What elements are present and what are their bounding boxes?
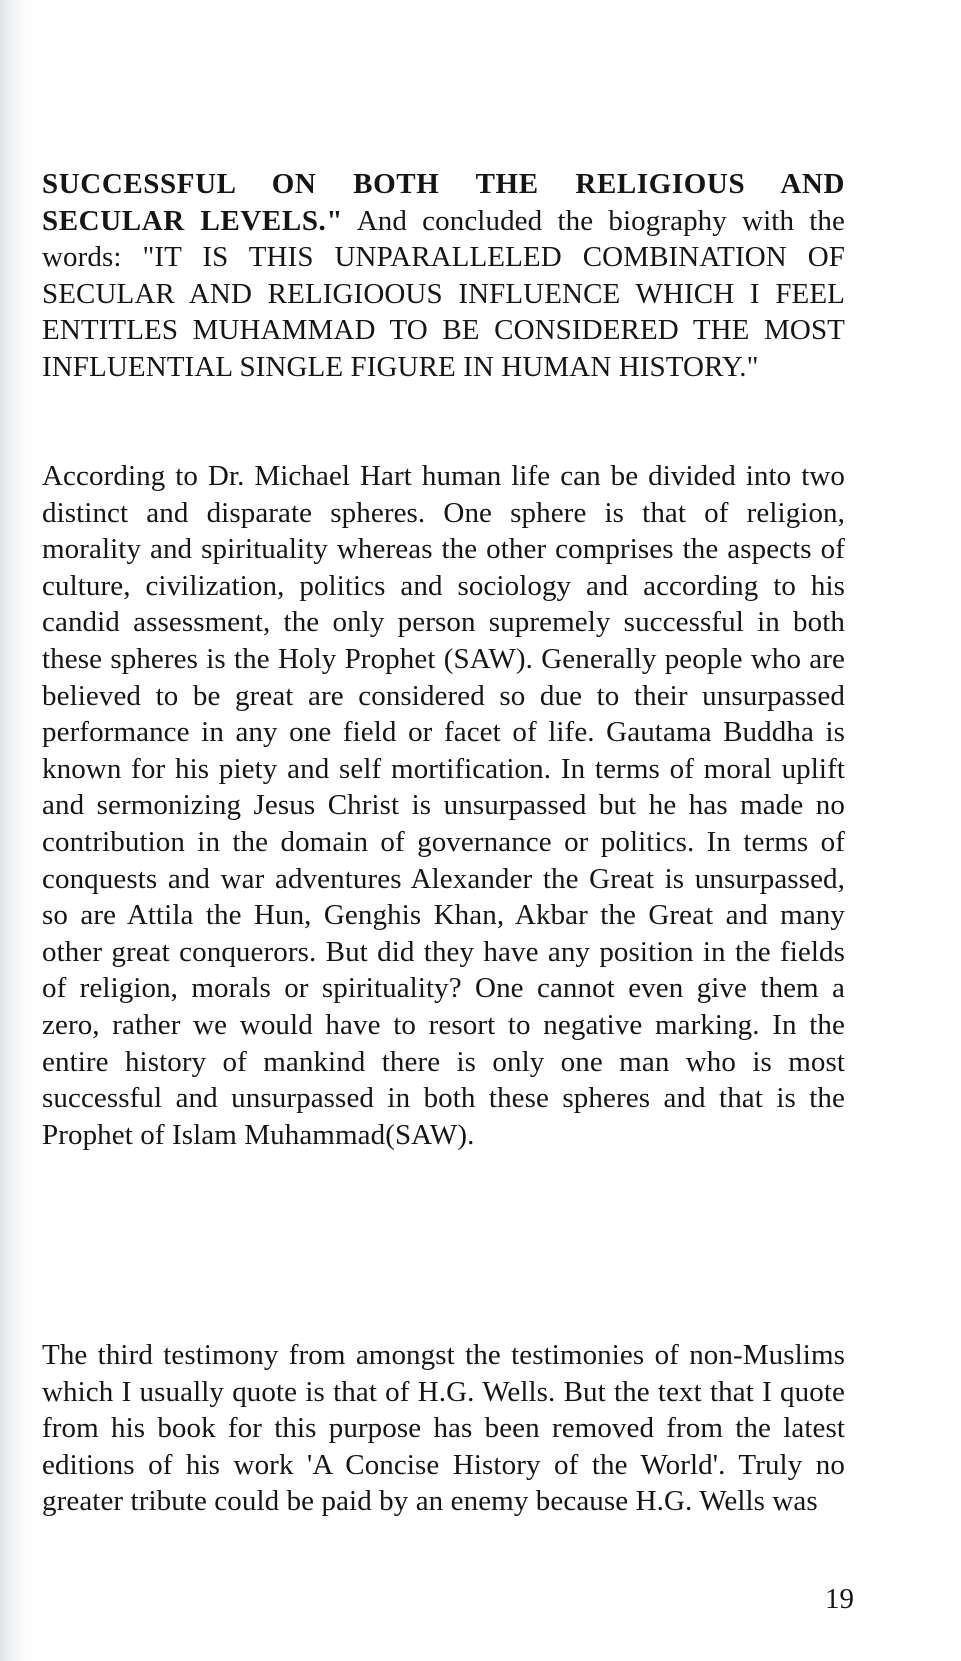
paragraph-3: The third testimony from amongst the testimonies of non-Muslims which I usually quote is that of H.G. Wells. But the text that I quote from his book for this purpose has been removed from the latest editions of his work 'A Concise History of the World'. Truly no greater tribute could be paid by an enemy because H.G. Wells was — [42, 1339, 845, 1518]
page-number: 19 — [825, 1583, 854, 1615]
paragraph-2: According to Dr. Michael Hart human life can be divided into two distinct and disparate spheres. One sphere is that of religion, morality and spirituality whereas the other comprises the aspects of culture, civilization, politics and sociology and according to his candid assessment, the only person supremely successful in both these spheres is the Holy Prophet (SAW). Generally people who are believed to be great are considered so due to their unsurpassed performance in any one field or facet of life. Gautama Buddha is known for his piety and self mortification. In terms of moral uplift and sermonizing Jesus Christ is unsurpassed but he has made no contribution in the domain of governance or politics. In terms of conquests and war adventures Alexander the Great is unsurpassed, so are Attila the Hun, Genghis Khan, Akbar the Great and many other great conquerors. But did they have any position in the fields of religion, morals or spirituality? One cannot even give them a zero, rather we would have to resort to negative marking. In the entire history of mankind there is only one man who is most successful and unsurpassed in both these spheres and that is the Prophet of Islam Muhammad(SAW). — [42, 460, 845, 1151]
paragraph-1-text: And concluded the biography with the words: "IT IS THIS UNPARALLELED COMBINATION OF SECULAR AND RELIGIOOUS INFLUENCE WHICH I FEEL ENTITLES MUHAMMAD TO BE CONSIDERED THE MOST INFLUENTIAL SINGLE FIGURE IN HUMAN HISTORY." — [42, 204, 845, 383]
paragraph-1-bold-lead: SUCCESSFUL ON BOTH THE RELIGIOUS AND SECULAR LEVELS." — [42, 168, 845, 237]
paragraph-1 — [42, 166, 845, 386]
